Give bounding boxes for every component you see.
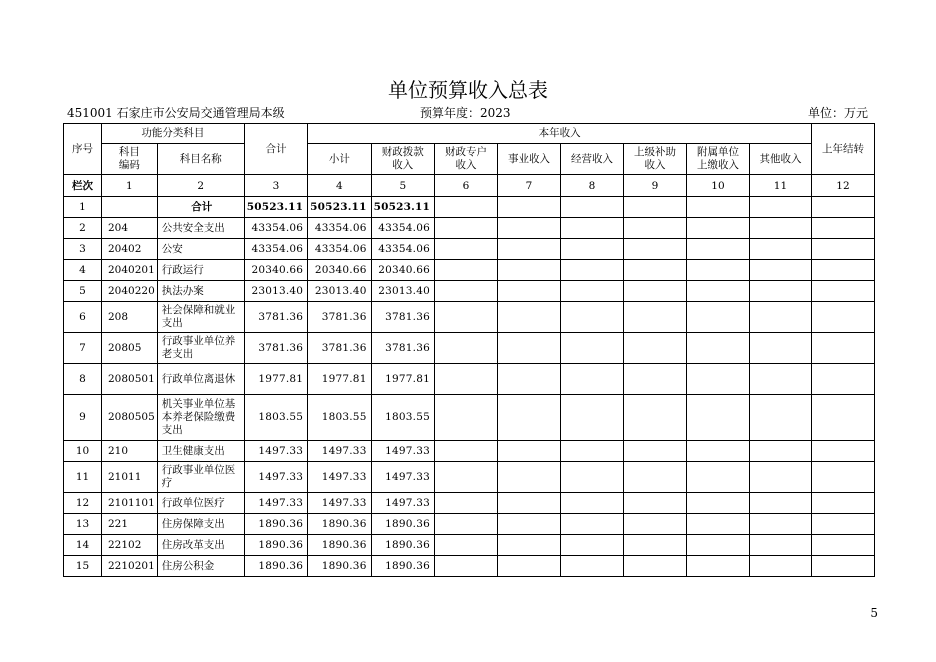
row-prev-year-carryover [811, 395, 874, 441]
row-subtotal: 23013.40 [308, 281, 371, 302]
row-subject-code: 210 [102, 441, 158, 462]
row-affiliated-unit [686, 364, 749, 395]
row-fiscal-appropriation: 23013.40 [371, 281, 434, 302]
row-subject-name: 卫生健康支出 [157, 441, 244, 462]
row-seq: 3 [64, 239, 102, 260]
table-row [64, 395, 875, 441]
row-operating-income [560, 493, 623, 514]
column-label: 栏次 [64, 175, 102, 197]
row-total: 3781.36 [244, 333, 307, 364]
row-total: 1890.36 [244, 535, 307, 556]
row-superior-subsidy [623, 218, 686, 239]
header-subject-code-l2: 编码 [118, 159, 140, 171]
row-affiliated-unit [686, 218, 749, 239]
row-seq: 11 [64, 462, 102, 493]
row-subject-name: 公共安全支出 [157, 218, 244, 239]
row-business-income [497, 260, 560, 281]
row-seq: 15 [64, 556, 102, 577]
row-subject-code: 221 [102, 514, 158, 535]
row-subtotal: 1803.55 [308, 395, 371, 441]
row-superior-subsidy [623, 462, 686, 493]
row-subject-name: 行政运行 [157, 260, 244, 281]
header-func-class: 功能分类科目 [102, 124, 245, 144]
column-number: 6 [434, 175, 497, 197]
row-superior-subsidy [623, 395, 686, 441]
row-other-income [749, 197, 811, 218]
row-superior-subsidy [623, 197, 686, 218]
row-fiscal-appropriation: 1890.36 [371, 514, 434, 535]
row-subtotal: 50523.11 [308, 197, 371, 218]
header-seq: 序号 [64, 124, 102, 175]
row-affiliated-unit [686, 395, 749, 441]
row-subtotal: 43354.06 [308, 218, 371, 239]
row-other-income [749, 302, 811, 333]
table-row [64, 462, 875, 493]
row-fiscal-special [434, 556, 497, 577]
row-subtotal: 1977.81 [308, 364, 371, 395]
table-row [64, 556, 875, 577]
header-total: 合计 [244, 124, 307, 175]
row-prev-year-carryover [811, 364, 874, 395]
column-number: 1 [102, 175, 158, 197]
row-seq: 12 [64, 493, 102, 514]
column-number: 2 [157, 175, 244, 197]
row-superior-subsidy [623, 364, 686, 395]
row-business-income [497, 462, 560, 493]
row-total: 3781.36 [244, 302, 307, 333]
column-number: 9 [623, 175, 686, 197]
table-row [64, 239, 875, 260]
row-subject-code: 20402 [102, 239, 158, 260]
row-subject-name: 行政事业单位养老支出 [157, 333, 244, 364]
column-number: 11 [749, 175, 811, 197]
header-fiscal-appropriation: 财政拨款 收入 [371, 144, 434, 175]
row-business-income [497, 514, 560, 535]
row-total: 1890.36 [244, 556, 307, 577]
row-affiliated-unit [686, 302, 749, 333]
row-subject-code: 2040220 [102, 281, 158, 302]
row-fiscal-appropriation: 20340.66 [371, 260, 434, 281]
header-superior-subsidy: 上级补助 收入 [623, 144, 686, 175]
column-number: 4 [308, 175, 371, 197]
row-business-income [497, 197, 560, 218]
row-superior-subsidy [623, 302, 686, 333]
row-operating-income [560, 218, 623, 239]
row-operating-income [560, 535, 623, 556]
header-subject-code-l1: 科目 [118, 146, 140, 158]
row-fiscal-appropriation: 43354.06 [371, 218, 434, 239]
row-business-income [497, 364, 560, 395]
page-number: 5 [870, 606, 878, 620]
row-subject-name: 机关事业单位基本养老保险缴费支出 [157, 395, 244, 441]
row-other-income [749, 281, 811, 302]
row-prev-year-carryover [811, 302, 874, 333]
row-prev-year-carryover [811, 556, 874, 577]
row-superior-subsidy [623, 281, 686, 302]
row-prev-year-carryover [811, 281, 874, 302]
row-fiscal-appropriation: 1803.55 [371, 395, 434, 441]
row-prev-year-carryover [811, 514, 874, 535]
row-other-income [749, 239, 811, 260]
row-other-income [749, 556, 811, 577]
row-superior-subsidy [623, 514, 686, 535]
row-fiscal-appropriation: 1977.81 [371, 364, 434, 395]
row-subject-name: 行政单位医疗 [157, 493, 244, 514]
row-prev-year-carryover [811, 535, 874, 556]
row-fiscal-special [434, 218, 497, 239]
row-subject-name: 公安 [157, 239, 244, 260]
row-subtotal: 1890.36 [308, 556, 371, 577]
row-operating-income [560, 239, 623, 260]
row-subject-name: 住房公积金 [157, 556, 244, 577]
table-row [64, 535, 875, 556]
row-affiliated-unit [686, 197, 749, 218]
row-subject-code: 2101101 [102, 493, 158, 514]
row-business-income [497, 395, 560, 441]
row-seq: 5 [64, 281, 102, 302]
row-affiliated-unit [686, 514, 749, 535]
row-affiliated-unit [686, 535, 749, 556]
row-affiliated-unit [686, 441, 749, 462]
row-seq: 8 [64, 364, 102, 395]
row-superior-subsidy [623, 239, 686, 260]
row-operating-income [560, 514, 623, 535]
table-row [64, 281, 875, 302]
header-prev-year-carryover: 上年结转 [811, 124, 874, 175]
column-number: 7 [497, 175, 560, 197]
table-row [64, 493, 875, 514]
budget-income-table [63, 123, 875, 577]
row-operating-income [560, 556, 623, 577]
row-superior-subsidy [623, 333, 686, 364]
row-total: 1497.33 [244, 462, 307, 493]
row-seq: 4 [64, 260, 102, 281]
row-operating-income [560, 462, 623, 493]
row-affiliated-unit [686, 281, 749, 302]
row-seq: 10 [64, 441, 102, 462]
row-seq: 2 [64, 218, 102, 239]
budget-year: 预算年度：2023 [420, 106, 511, 120]
row-prev-year-carryover [811, 462, 874, 493]
row-fiscal-special [434, 302, 497, 333]
table-row [64, 218, 875, 239]
row-other-income [749, 395, 811, 441]
row-business-income [497, 281, 560, 302]
row-subject-name: 住房改革支出 [157, 535, 244, 556]
row-other-income [749, 260, 811, 281]
row-subject-code: 2040201 [102, 260, 158, 281]
row-subtotal: 20340.66 [308, 260, 371, 281]
row-fiscal-special [434, 514, 497, 535]
row-subtotal: 1497.33 [308, 493, 371, 514]
row-other-income [749, 535, 811, 556]
row-total: 1803.55 [244, 395, 307, 441]
row-seq: 7 [64, 333, 102, 364]
row-total: 50523.11 [244, 197, 307, 218]
column-number: 8 [560, 175, 623, 197]
row-operating-income [560, 333, 623, 364]
row-fiscal-appropriation: 1497.33 [371, 441, 434, 462]
currency-unit: 单位：万元 [807, 106, 868, 120]
row-affiliated-unit [686, 239, 749, 260]
table-row [64, 302, 875, 333]
row-subject-code: 22102 [102, 535, 158, 556]
row-operating-income [560, 364, 623, 395]
row-total: 1497.33 [244, 493, 307, 514]
row-fiscal-special [434, 462, 497, 493]
header-business-income: 事业收入 [497, 144, 560, 175]
row-superior-subsidy [623, 493, 686, 514]
header-current-year-income: 本年收入 [308, 124, 812, 144]
header-affiliated-unit: 附属单位 上缴收入 [686, 144, 749, 175]
row-fiscal-special [434, 333, 497, 364]
row-subject-code: 2080505 [102, 395, 158, 441]
row-prev-year-carryover [811, 239, 874, 260]
row-fiscal-appropriation: 1890.36 [371, 556, 434, 577]
row-superior-subsidy [623, 260, 686, 281]
page-title: 单位预算收入总表 [388, 78, 548, 102]
row-subtotal: 43354.06 [308, 239, 371, 260]
row-fiscal-special [434, 239, 497, 260]
table-row [64, 514, 875, 535]
column-number: 5 [371, 175, 434, 197]
row-operating-income [560, 441, 623, 462]
table-row [64, 364, 875, 395]
unit-code-name: 451001 石家庄市公安局交通管理局本级 [67, 106, 285, 120]
row-seq: 6 [64, 302, 102, 333]
row-superior-subsidy [623, 441, 686, 462]
row-seq: 9 [64, 395, 102, 441]
row-operating-income [560, 260, 623, 281]
row-total: 23013.40 [244, 281, 307, 302]
row-subtotal: 1497.33 [308, 462, 371, 493]
row-seq: 14 [64, 535, 102, 556]
column-number: 10 [686, 175, 749, 197]
row-subject-name: 合计 [157, 197, 244, 218]
header-operating-income: 经营收入 [560, 144, 623, 175]
row-business-income [497, 441, 560, 462]
total-row [64, 197, 875, 218]
row-subject-name: 行政事业单位医疗 [157, 462, 244, 493]
row-prev-year-carryover [811, 218, 874, 239]
row-operating-income [560, 281, 623, 302]
row-total: 1497.33 [244, 441, 307, 462]
header-subtotal: 小计 [308, 144, 371, 175]
row-business-income [497, 556, 560, 577]
row-total: 1977.81 [244, 364, 307, 395]
row-prev-year-carryover [811, 441, 874, 462]
row-fiscal-special [434, 281, 497, 302]
row-subject-code [102, 197, 158, 218]
header-other-income: 其他收入 [749, 144, 811, 175]
row-fiscal-special [434, 260, 497, 281]
column-number: 3 [244, 175, 307, 197]
row-fiscal-special [434, 197, 497, 218]
row-affiliated-unit [686, 462, 749, 493]
table-row [64, 441, 875, 462]
row-subject-code: 21011 [102, 462, 158, 493]
row-subtotal: 3781.36 [308, 333, 371, 364]
row-prev-year-carryover [811, 493, 874, 514]
row-other-income [749, 218, 811, 239]
row-fiscal-appropriation: 1890.36 [371, 535, 434, 556]
row-total: 20340.66 [244, 260, 307, 281]
row-subtotal: 1890.36 [308, 514, 371, 535]
row-business-income [497, 218, 560, 239]
row-fiscal-appropriation: 3781.36 [371, 333, 434, 364]
header-fiscal-special: 财政专户 收入 [434, 144, 497, 175]
row-fiscal-appropriation: 1497.33 [371, 462, 434, 493]
row-subtotal: 1890.36 [308, 535, 371, 556]
column-number: 12 [811, 175, 874, 197]
header-subject-code [102, 144, 158, 175]
row-business-income [497, 333, 560, 364]
row-subject-code: 2080501 [102, 364, 158, 395]
row-fiscal-appropriation: 43354.06 [371, 239, 434, 260]
row-affiliated-unit [686, 333, 749, 364]
row-affiliated-unit [686, 493, 749, 514]
row-other-income [749, 462, 811, 493]
row-business-income [497, 302, 560, 333]
row-other-income [749, 493, 811, 514]
header-subject-name: 科目名称 [157, 144, 244, 175]
row-operating-income [560, 395, 623, 441]
table-row [64, 260, 875, 281]
row-prev-year-carryover [811, 197, 874, 218]
row-total: 43354.06 [244, 218, 307, 239]
row-prev-year-carryover [811, 333, 874, 364]
row-subject-name: 社会保障和就业支出 [157, 302, 244, 333]
row-subject-code: 208 [102, 302, 158, 333]
row-fiscal-appropriation: 1497.33 [371, 493, 434, 514]
row-seq: 13 [64, 514, 102, 535]
row-superior-subsidy [623, 535, 686, 556]
row-subject-name: 住房保障支出 [157, 514, 244, 535]
row-other-income [749, 364, 811, 395]
row-business-income [497, 493, 560, 514]
row-subject-name: 执法办案 [157, 281, 244, 302]
row-superior-subsidy [623, 556, 686, 577]
row-seq: 1 [64, 197, 102, 218]
row-total: 43354.06 [244, 239, 307, 260]
row-fiscal-appropriation: 3781.36 [371, 302, 434, 333]
row-fiscal-special [434, 441, 497, 462]
row-other-income [749, 333, 811, 364]
row-business-income [497, 535, 560, 556]
row-subject-code: 2210201 [102, 556, 158, 577]
row-fiscal-special [434, 535, 497, 556]
row-subject-code: 204 [102, 218, 158, 239]
row-affiliated-unit [686, 556, 749, 577]
row-other-income [749, 441, 811, 462]
row-operating-income [560, 302, 623, 333]
row-fiscal-special [434, 493, 497, 514]
row-total: 1890.36 [244, 514, 307, 535]
row-fiscal-special [434, 395, 497, 441]
row-subject-name: 行政单位离退休 [157, 364, 244, 395]
row-other-income [749, 514, 811, 535]
row-affiliated-unit [686, 260, 749, 281]
row-prev-year-carryover [811, 260, 874, 281]
table-row [64, 333, 875, 364]
row-fiscal-special [434, 364, 497, 395]
row-subtotal: 3781.36 [308, 302, 371, 333]
row-fiscal-appropriation: 50523.11 [371, 197, 434, 218]
row-subtotal: 1497.33 [308, 441, 371, 462]
row-business-income [497, 239, 560, 260]
row-operating-income [560, 197, 623, 218]
row-subject-code: 20805 [102, 333, 158, 364]
column-number-row [64, 175, 875, 197]
